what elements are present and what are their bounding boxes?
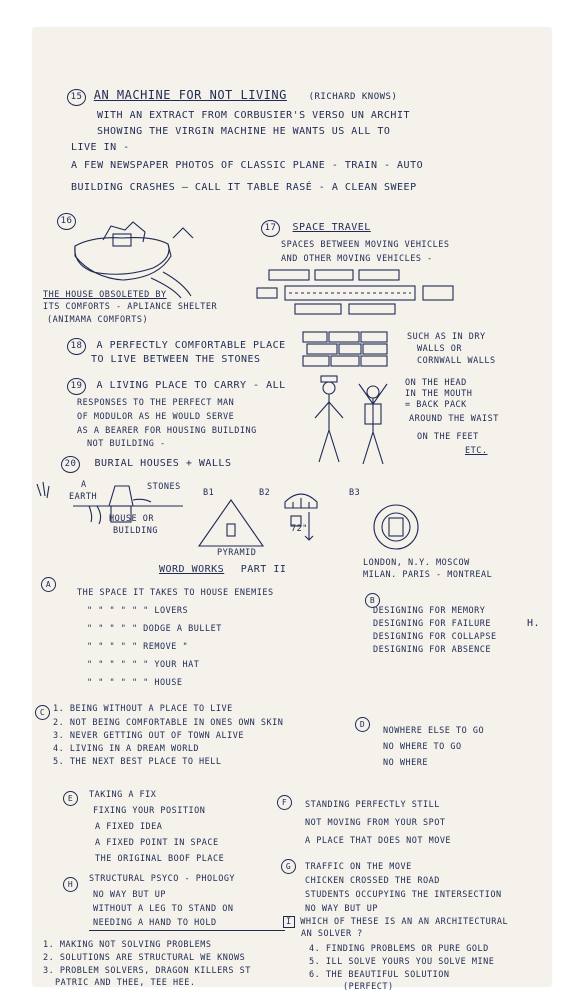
- burial-label-b1: B1: [203, 488, 215, 498]
- section-h-line-2: NO WAY BUT UP: [93, 890, 167, 900]
- section-h-marker: H: [63, 872, 78, 892]
- section-i-row: [283, 916, 508, 928]
- section-b-line-1: DESIGNING FOR MEMORY: [373, 606, 486, 616]
- item-19-line-2: RESPONSES TO THE PERFECT MAN: [77, 398, 235, 408]
- margin-note: H.: [527, 618, 541, 629]
- carry-note-2: IN THE MOUTH: [405, 389, 473, 399]
- section-i-line-2: AN SOLVER ?: [301, 929, 363, 939]
- item-19-line-5: NOT BUILDING -: [87, 439, 166, 449]
- list-item-6: 6. THE BEAUTIFUL SOLUTION: [309, 970, 450, 980]
- item-19-line-1: A LIVING PLACE TO CARRY - ALL: [96, 380, 286, 391]
- burial-label-pyramid: PYRAMID: [217, 548, 257, 558]
- burial-label-b3: B3: [349, 488, 361, 498]
- section-b-line-2: DESIGNING FOR FAILURE: [373, 619, 491, 629]
- section-f-line-2: NOT MOVING FROM YOUR SPOT: [305, 818, 446, 828]
- list-item-2: 2. SOLUTIONS ARE STRUCTURAL WE KNOWS: [43, 953, 246, 963]
- carry-note-1: ON THE HEAD: [405, 378, 467, 388]
- section-f-line-1: STANDING PERFECTLY STILL: [305, 800, 440, 810]
- section-f-marker: F: [277, 790, 292, 810]
- item-18-row: [67, 338, 286, 355]
- item-18-line-1: A PERFECTLY COMFORTABLE PLACE: [96, 340, 286, 351]
- section-e-line-3: A FIXED IDEA: [95, 822, 163, 832]
- list-item-3: 3. PROBLEM SOLVERS, DRAGON KILLERS ST: [43, 966, 251, 976]
- list-item-5: 5. ILL SOLVE YOURS YOU SOLVE MINE: [309, 957, 495, 967]
- crypt-sketch: [279, 484, 323, 544]
- section-a-line-5: " " " " " " YOUR HAT: [87, 660, 200, 670]
- item-19-line-3: OF MODULOR AS HE WOULD SERVE: [77, 412, 235, 422]
- list-item-6-cont: (PERFECT): [343, 982, 394, 992]
- item-15-line-1: WITH AN EXTRACT FROM CORBUSIER'S VERSO UN ARCHIT: [97, 110, 410, 121]
- section-e-line-5: THE ORIGINAL BOOF PLACE: [95, 854, 225, 864]
- item-number-16: 16: [57, 213, 76, 230]
- list-item-1: 1. MAKING NOT SOLVING PROBLEMS: [43, 940, 212, 950]
- item-17-title-row: [261, 220, 371, 237]
- divider-line: [89, 930, 285, 931]
- item-18-note-2: WALLS OR: [417, 344, 462, 354]
- list-item-3-cont: PATRIC AND THEE, TEE HEE.: [55, 978, 196, 988]
- section-i-marker: I: [283, 916, 295, 928]
- item-19-line-4: AS A BEARER FOR HOUSING BUILDING: [77, 426, 257, 436]
- item-15-credit: (RICHARD KNOWS): [308, 92, 398, 102]
- burial-label-stones: STONES: [147, 482, 181, 492]
- item-15-line-2: SHOWING THE VIRGIN MACHINE HE WANTS US ALL TO: [97, 126, 391, 137]
- section-a-line-6: " " " " " " HOUSE: [87, 678, 183, 688]
- notebook-page: [33, 28, 551, 992]
- section-c-line-5: 5. THE NEXT BEST PLACE TO HELL: [53, 757, 222, 767]
- section-e-line-1: TAKING A FIX: [89, 790, 157, 800]
- item-number-15: 15: [67, 89, 86, 106]
- carry-note-5: ON THE FEET: [417, 432, 479, 442]
- city-tomb-sketch: [371, 502, 421, 552]
- section-g-marker: G: [281, 854, 296, 874]
- item-18-line-2: TO LIVE BETWEEN THE STONES: [91, 354, 261, 365]
- section-b-line-3: DESIGNING FOR COLLAPSE: [373, 632, 497, 642]
- burial-label-building: BUILDING: [113, 526, 158, 536]
- list-item-4: 4. FINDING PROBLEMS OR PURE GOLD: [309, 944, 489, 954]
- modulor-figures-sketch: [309, 374, 395, 470]
- vehicles-sketch: [255, 266, 465, 318]
- section-c-line-4: 4. LIVING IN A DREAM WORLD: [53, 744, 200, 754]
- section-c-line-1: 1. BEING WITHOUT A PLACE TO LIVE: [53, 704, 233, 714]
- section-a-line-4: " " " " " REMOVE ": [87, 642, 189, 652]
- item-18-note-3: CORNWALL WALLS: [417, 356, 496, 366]
- section-c-line-3: 3. NEVER GETTING OUT OF TOWN ALIVE: [53, 731, 244, 741]
- burial-label-earth: EARTH: [69, 492, 98, 502]
- section-e-marker: E: [63, 786, 78, 806]
- section-g-line-4: NO WAY BUT UP: [305, 904, 379, 914]
- section-h-line-4: NEEDING A HAND TO HOLD: [93, 918, 217, 928]
- section-e-line-2: FIXING YOUR POSITION: [93, 806, 206, 816]
- item-15-title: AN MACHINE FOR NOT LIVING: [93, 88, 287, 102]
- section-d-line-1: NOWHERE ELSE TO GO: [383, 726, 485, 736]
- item-19-row: [67, 378, 286, 395]
- item-17-title: SPACE TRAVEL: [292, 222, 371, 233]
- section-c-line-2: 2. NOT BEING COMFORTABLE IN ONES OWN SKIN: [53, 718, 284, 728]
- carry-note-4: AROUND THE WAIST: [409, 414, 499, 424]
- section-e-line-4: A FIXED POINT IN SPACE: [95, 838, 219, 848]
- section-a-line-3: " " " " " DODGE A BULLET: [87, 624, 222, 634]
- section-b-line-4: DESIGNING FOR ABSENCE: [373, 645, 491, 655]
- section-b-marker: B: [365, 588, 380, 608]
- section-h-line-3: WITHOUT A LEG TO STAND ON: [93, 904, 234, 914]
- section-c-marker: C: [35, 700, 50, 720]
- house-island-sketch: [63, 208, 203, 298]
- item-17-line-1: SPACES BETWEEN MOVING VEHICLES: [281, 240, 450, 250]
- item-15-line-3: LIVE IN -: [71, 142, 130, 153]
- item-number-20: 20: [61, 456, 80, 473]
- item-number-19: 19: [67, 378, 86, 395]
- burial-label-b2: B2: [259, 488, 271, 498]
- burial-label-house: HOUSE OR: [109, 514, 154, 524]
- burial-label-a: A: [81, 480, 87, 490]
- item-16-caption-3: (ANIMAMA COMFORTS): [47, 315, 149, 325]
- section-g-line-3: STUDENTS OCCUPYING THE INTERSECTION: [305, 890, 502, 900]
- section-a-line-2: " " " " " " LOVERS: [87, 606, 189, 616]
- section-g-line-2: CHICKEN CROSSED THE ROAD: [305, 876, 440, 886]
- section-i-line-1: WHICH OF THESE IS AN AN ARCHITECTURAL: [300, 917, 509, 927]
- burial-cities-2: MILAN. PARIS - MONTREAL: [363, 570, 493, 580]
- item-18-note-1: SUCH AS IN DRY: [407, 332, 486, 342]
- burial-cities-1: LONDON, N.Y. MOSCOW: [363, 558, 470, 568]
- item-16-caption-2: ITS COMFORTS - APLIANCE SHELTER: [43, 302, 218, 312]
- item-20-title: BURIAL HOUSES + WALLS: [94, 458, 232, 469]
- item-number-18: 18: [67, 338, 86, 355]
- item-17-line-2: AND OTHER MOVING VEHICLES -: [281, 254, 433, 264]
- word-works-part: PART II: [240, 564, 287, 575]
- section-a-marker: A: [41, 572, 56, 592]
- section-d-marker: D: [355, 712, 370, 732]
- item-16-caption-1: THE HOUSE OBSOLETED BY: [43, 290, 167, 300]
- item-number-17: 17: [261, 220, 280, 237]
- section-f-line-3: A PLACE THAT DOES NOT MOVE: [305, 836, 452, 846]
- word-works-header: [159, 564, 286, 576]
- carry-note-3: = BACK PACK: [405, 400, 467, 410]
- section-d-line-3: NO WHERE: [383, 758, 428, 768]
- item-15-line-5: BUILDING CRASHES — CALL IT TABLE RASÉ - A CLEAN SWEEP: [71, 182, 417, 193]
- section-g-line-1: TRAFFIC ON THE MOVE: [305, 862, 412, 872]
- word-works-title: WORD WORKS: [159, 564, 225, 575]
- pyramid-icon: [197, 498, 267, 548]
- item-20-row: [61, 456, 231, 473]
- stone-wall-sketch: [301, 328, 391, 372]
- burial-depth: 72": [291, 524, 308, 534]
- section-a-line-1: THE SPACE IT TAKES TO HOUSE ENEMIES: [77, 588, 274, 598]
- section-h-line-1: STRUCTURAL PSYCO - PHOLOGY: [89, 874, 236, 884]
- section-d-line-2: NO WHERE TO GO: [383, 742, 462, 752]
- item-15-title-row: [67, 88, 397, 106]
- carry-note-6: ETC.: [465, 446, 488, 456]
- item-15-line-4: A FEW NEWSPAPER PHOTOS OF CLASSIC PLANE - TRAIN - AUTO: [71, 160, 424, 171]
